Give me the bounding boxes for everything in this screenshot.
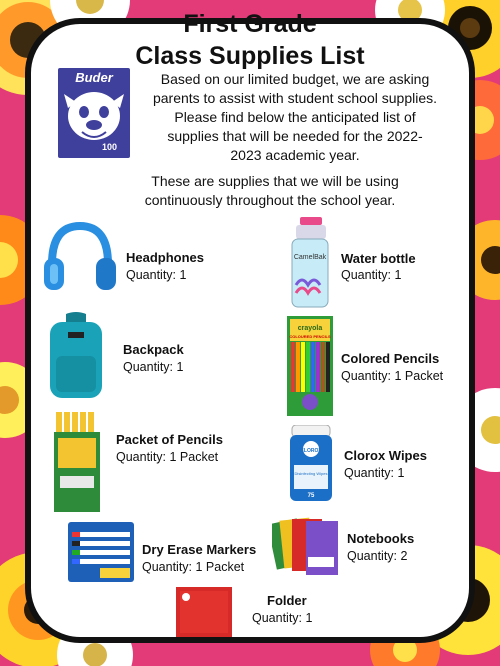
backpack-icon xyxy=(44,310,108,402)
notebooks-icon xyxy=(272,515,342,579)
supply-name-folder: Folder xyxy=(267,593,307,608)
page-title-line1: First Grade xyxy=(183,10,317,38)
intro-line: supplies that will be needed for the 2022- xyxy=(167,128,423,144)
supply-name-headphones: Headphones xyxy=(126,250,205,265)
water-bottle-icon xyxy=(286,215,334,310)
clorox-label: CLOROX xyxy=(300,448,322,454)
supply-qty-folder: Quantity: 1 xyxy=(252,611,313,625)
supply-name-pencils: Packet of Pencils xyxy=(116,432,223,447)
supply-name-clorox-wipes: Clorox Wipes xyxy=(344,448,427,463)
school-logo xyxy=(58,68,130,158)
intro-paragraph-1 xyxy=(135,70,455,165)
intro-line: Based on our limited budget, we are asking xyxy=(160,71,430,87)
supply-qty-pencils: Quantity: 1 Packet xyxy=(116,450,219,464)
colored-pencils-icon xyxy=(287,316,333,416)
supply-name-notebooks: Notebooks xyxy=(347,531,415,546)
intro-line: Please find below the anticipated list of xyxy=(174,109,416,125)
intro-line: parents to assist with student school supplies. xyxy=(152,90,438,106)
folder-icon xyxy=(176,587,232,637)
wipes-count-label: 75 xyxy=(307,493,315,499)
supply-qty-notebooks: Quantity: 2 xyxy=(347,549,408,563)
intro-paragraph-2-line2: continuously throughout the school year. xyxy=(144,192,396,208)
supply-name-dry-erase-markers: Dry Erase Markers xyxy=(142,542,257,557)
supply-qty-clorox-wipes: Quantity: 1 xyxy=(344,466,405,480)
logo-name: Buder xyxy=(75,70,113,85)
markers-icon xyxy=(68,522,134,582)
svg-text:CamelBak: CamelBak xyxy=(293,254,327,261)
supply-name-colored-pencils: Colored Pencils xyxy=(341,351,440,366)
pencils-icon xyxy=(54,412,100,512)
wipes-icon xyxy=(288,425,334,503)
supply-qty-colored-pencils: Quantity: 1 Packet xyxy=(341,369,444,383)
supply-qty-dry-erase-markers: Quantity: 1 Packet xyxy=(142,560,245,574)
headphones-icon xyxy=(40,220,120,298)
intro-paragraph-2-line1: These are supplies that we will be using xyxy=(151,173,399,189)
colored-pencils-label: COLOURED PENCILS xyxy=(289,334,331,339)
disinfecting-label: Disinfecting Wipes xyxy=(294,471,328,476)
logo-badge: 100 xyxy=(102,142,118,152)
supply-qty-headphones: Quantity: 1 xyxy=(126,268,187,282)
supply-name-backpack: Backpack xyxy=(123,342,184,357)
supply-qty-backpack: Quantity: 1 xyxy=(123,360,184,374)
crayola-label: crayola xyxy=(297,325,323,332)
page-title-line2: Class Supplies List xyxy=(135,42,365,70)
supply-qty-water-bottle: Quantity: 1 xyxy=(341,268,402,282)
supply-name-water-bottle: Water bottle xyxy=(341,251,416,266)
intro-line: 2023 academic year. xyxy=(230,147,360,163)
